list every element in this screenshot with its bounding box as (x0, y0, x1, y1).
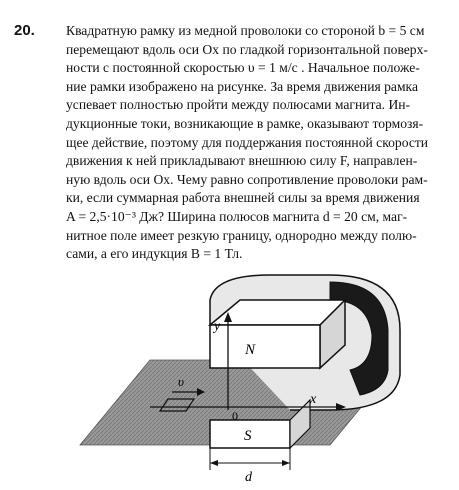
problem-text (66, 22, 444, 264)
d-label: d (245, 470, 252, 485)
problem-line: ки, если суммарная работа внешней силы за время движения (66, 190, 420, 206)
magnet-figure (0, 270, 459, 485)
problem-line: сами, а его индукция B = 1 Тл. (66, 246, 243, 262)
d-arrow-left (210, 460, 218, 466)
problem-number: 20. (14, 22, 35, 39)
problem-line: успевает полностью пройти между полюсами магнита. Ин- (66, 97, 411, 113)
problem-line: A = 2,5·10⁻³ Дж? Ширина полюсов магнита d = 20 см, маг- (66, 208, 408, 224)
problem-line: движения к ней прикладывают внешнюю силу F, направлен- (66, 153, 418, 169)
north-pole-front (210, 325, 320, 368)
problem-line: щее действие, поэтому для поддержания постоянной скорости (66, 134, 429, 150)
north-pole-label: N (245, 342, 256, 358)
problem-line: нитное поле имеет резкую границу, однородно между полю- (66, 227, 417, 243)
magnet-diagram (0, 270, 459, 485)
problem-line: Квадратную рамку из медной проволоки со стороной b = 5 см (66, 23, 425, 38)
y-axis-label: y (214, 319, 221, 334)
velocity-label: υ (178, 374, 184, 389)
south-pole-label: S (244, 428, 252, 444)
problem-line: ную вдоль оси Ox. Чему равно сопротивление проволоки рам- (66, 171, 428, 187)
problem-line: ние рамки изображено на рисунке. За время движения рамка (66, 78, 418, 94)
d-arrow-right (282, 460, 290, 466)
problem-line: ности с постоянной скоростью υ = 1 м/с . Начальное положе- (66, 60, 420, 76)
problem-line: перемещают вдоль оси Ox по гладкой горизонтальной поверх- (66, 41, 428, 57)
x-axis-label: x (310, 392, 317, 407)
problem-line: дукционные токи, возникающие в рамке, оказывают тормозя- (66, 115, 424, 131)
origin-label: 0 (232, 409, 238, 423)
